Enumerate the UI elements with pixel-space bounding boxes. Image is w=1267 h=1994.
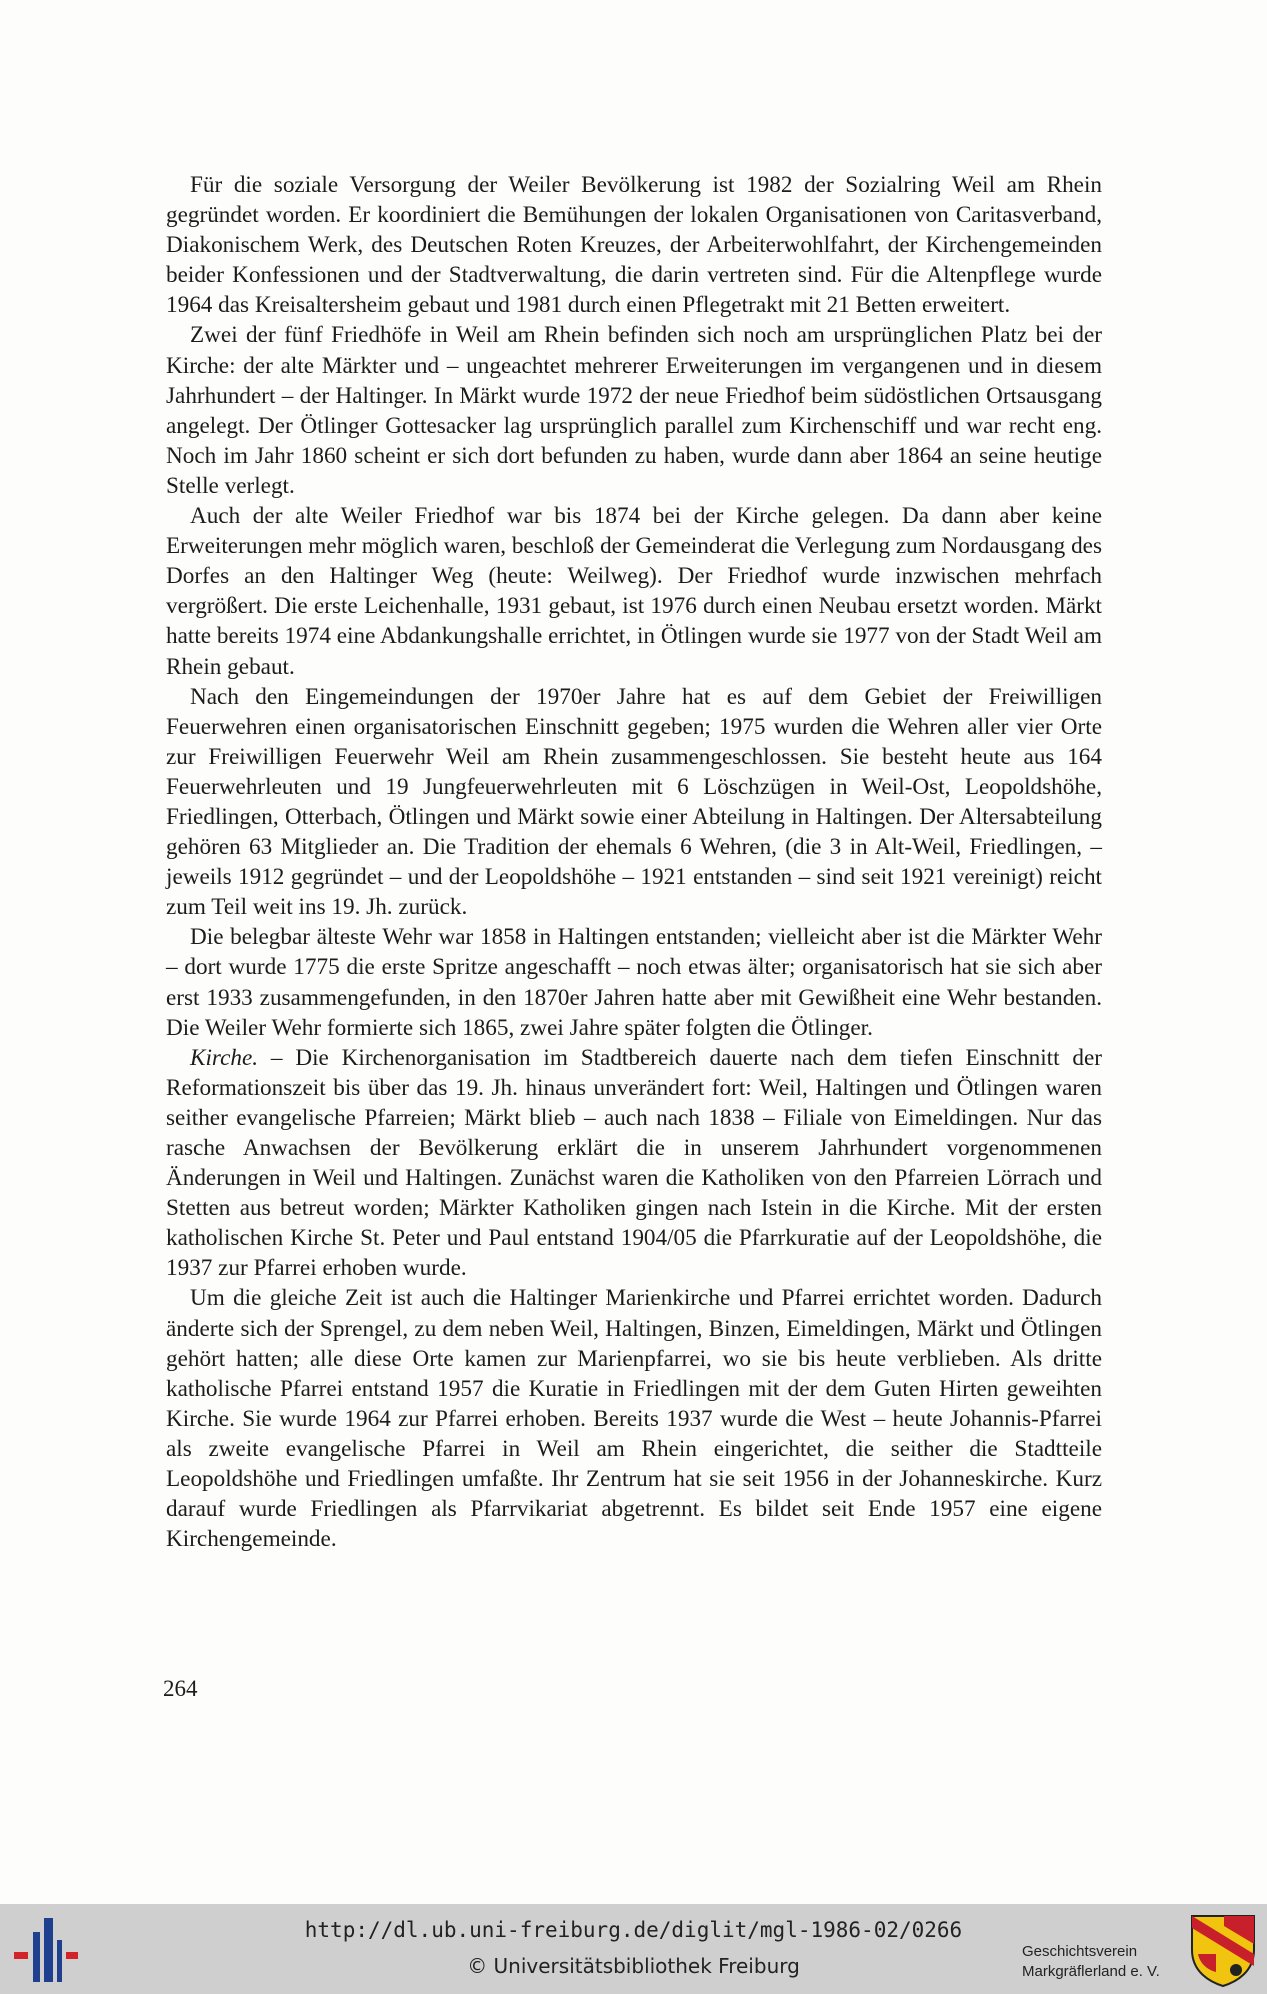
body-text [166,170,1102,1554]
paragraph-sozialring: Für die soziale Versorgung der Weiler Bevölkerung ist 1982 der Sozialring Weil am Rhein gegründet worden. Er koordiniert die Bemühungen der lokalen Organisationen von Caritasverband, Diakonischem Werk, des Deutschen Roten Kreuzes, der Arbeiterwohlfahrt, der Kirchengemeinden beider Konfessionen und der Stadtverwaltung, die darin vertreten sind. Für die Altenpflege wurde 1964 das Kreisaltersheim gebaut und 1981 durch einen Pflegetrakt mit 21 Betten erweitert. [166,172,1102,319]
coat-of-arms-icon [1190,1914,1256,1988]
society-line-2: Markgräflerland e. V. [1022,1963,1160,1980]
paragraph-marienkirche: Um die gleiche Zeit ist auch die Haltinger Marienkirche und Pfarrei errichtet worden. Dadurch änderte sich der Sprengel, zu dem neben Weil, Haltingen, Binzen, Eimeldingen, Märkt und Ötlingen gehört hatten; alle diese Orte kamen zur Marienpfarrei, wo sie bis heute verblieben. Als dritte katholische Pfarrei entstand 1957 die Kuratie in Friedlingen mit der dem Guten Hirten geweihten Kirche. Sie wurde 1964 zur Pfarrei erhoben. Bereits 1937 wurde die West – heute Johannis-Pfarrei als zweite evangelische Pfarrei in Weil am Rhein eingerichtet, die seither die Stadtteile Leopoldshöhe und Friedlingen umfaßte. Ihr Zentrum hat sie seit 1956 in der Johanneskirche. Kurz darauf wurde Friedlingen als Pfarrvikariat abgetrennt. Es bildet seit Ende 1957 eine eigene Kirchengemeinde. [166,1285,1102,1553]
paragraph-feuerwehr: Nach den Eingemeindungen der 1970er Jahre hat es auf dem Gebiet der Freiwilligen Feuerwehren einen organisatorischen Einschnitt gegeben; 1975 wurden die Wehren aller vier Orte zur Freiwilligen Feuerwehr Weil am Rhein zusammengeschlossen. Sie besteht heute aus 164 Feuerwehrleuten und 19 Jungfeuerwehrleuten mit 6 Löschzügen in Weil-Ost, Leopoldshöhe, Friedlingen, Otterbach, Ötlingen und Märkt sowie einer Abteilung in Haltingen. Der Altersabteilung gehören 63 Mitglieder an. Die Tradition der ehemals 6 Wehren, (die 3 in Alt-Weil, Friedlingen, – jeweils 1912 gegründet – und der Leopoldshöhe – 1921 entstanden – sind seit 1921 vereinigt) reicht zum Teil weit ins 19. Jh. zurück. [166,683,1102,921]
society-line-1: Geschichtsverein [1022,1943,1138,1960]
footer-bar [0,1904,1267,1994]
kirche-heading: Kirche. [190,1044,259,1071]
paragraph-friedhoefe: Zwei der fünf Friedhöfe in Weil am Rhein befinden sich noch am ursprünglichen Platz bei der Kirche: der alte Märkter und – ungeachtet mehrerer Erweiterungen im vergangenen und in diesem Jahrhundert – der Haltinger. In Märkt wurde 1972 der neue Friedhof beim südöstlichen Ortsausgang angelegt. Der Ötlinger Gottesacker lag ursprünglich parallel zum Kirchenschiff und war recht eng. Noch im Jahr 1860 scheint er sich dort befunden zu haben, wurde dann aber 1864 an seine heutige Stelle verlegt. [166,322,1102,499]
kirche-text: – Die Kirchenorganisation im Stadtbereich dauerte nach dem tiefen Einschnitt der Reformationszeit bis über das 19. Jh. hinaus unverändert fort: Weil, Haltingen und Ötlingen waren seither evangelische Pfarreien; Märkt blieb – auch nach 1838 – Filiale von Eimeldingen. Nur das rasche Anwachsen der Bevölkerung erklärt die in unserem Jahrhundert vorgenommenen Änderungen in Weil und Haltingen. Zunächst waren die Katholiken von den Pfarreien Lörrach und Stetten aus betreut worden; Märkter Katholiken gingen nach Istein in die Kirche. Mit der ersten katholischen Kirche St. Peter und Paul entstand 1904/05 die Pfarrkuratie auf der Leopoldshöhe, die 1937 zur Pfarrei erhoben wurde. [166,1044,1102,1282]
footer-copyright: © Universitätsbibliothek Freiburg [467,1954,800,1978]
society-name [1022,1942,1190,1982]
paragraph-aelteste-wehr: Die belegbar älteste Wehr war 1858 in Haltingen entstanden; vielleicht aber ist die Märkter Wehr – dort wurde 1775 die erste Spritze angeschafft – noch etwas älter; organisatorisch hat sie sich aber erst 1933 zusammengefunden, in den 1870er Jahren hatte aber mit Gewißheit eine Wehr bestanden. Die Weiler Wehr formierte sich 1865, zwei Jahre später folgten die Ötlinger. [166,924,1102,1041]
paragraph-weiler-friedhof: Auch der alte Weiler Friedhof war bis 1874 bei der Kirche gelegen. Da dann aber keine Erweiterungen mehr möglich waren, beschloß der Gemeinderat die Verlegung zum Nordausgang des Dorfes an den Haltinger Weg (heute: Weilweg). Der Friedhof wurde inzwischen mehrfach vergrößert. Die erste Leichenhalle, 1931 gebaut, ist 1976 durch einen Neubau ersetzt worden. Märkt hatte bereits 1974 eine Abdankungshalle errichtet, in Ötlingen wurde sie 1977 von der Stadt Weil am Rhein gebaut. [166,503,1102,680]
footer-url-link[interactable]: http://dl.ub.uni-freiburg.de/diglit/mgl-1986-02/0266 [304,1918,963,1942]
page-number: 264 [163,1676,198,1701]
paragraph-kirche [166,1043,1102,1284]
